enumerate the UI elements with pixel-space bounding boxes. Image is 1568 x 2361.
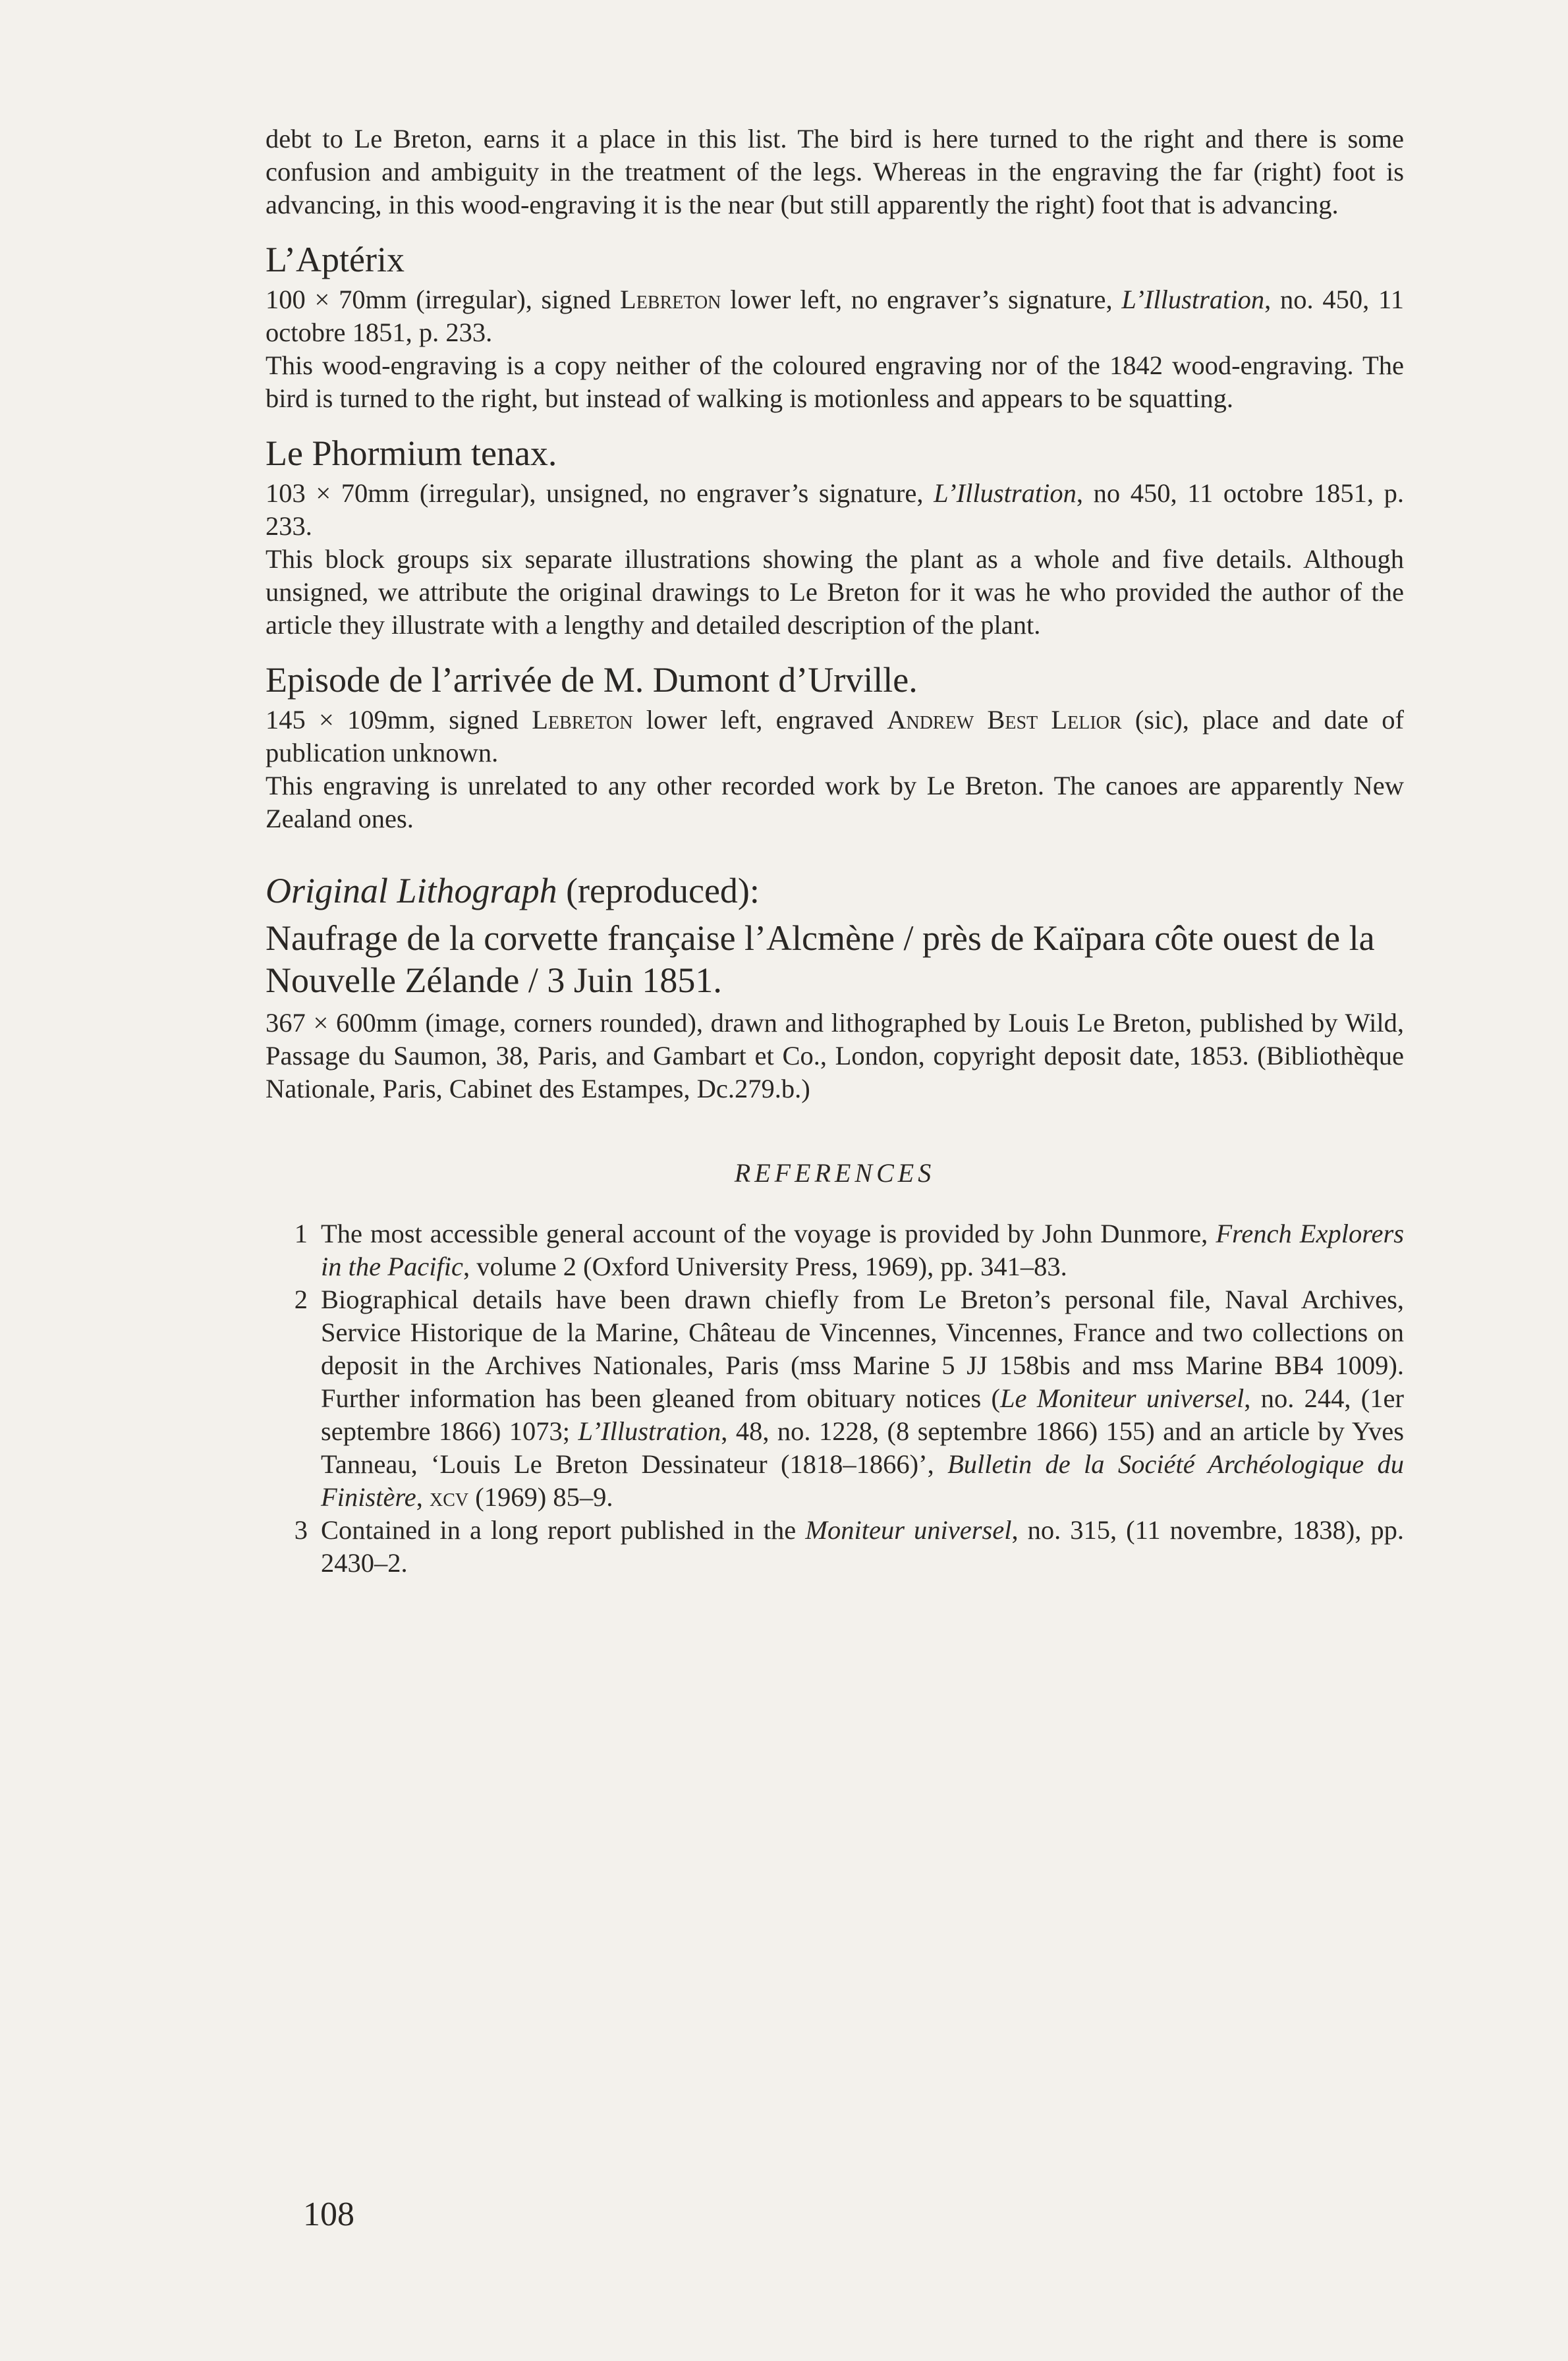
reference-text: Contained in a long report published in the Moniteur universel, no. 315, (11 novembre, 1838), pp. 2430–2. — [321, 1515, 1404, 1578]
page-number: 108 — [303, 2196, 354, 2233]
lithograph-heading: Original Lithograph (reproduced): — [266, 871, 760, 910]
entry-title-phormium: Le Phormium tenax. — [266, 433, 557, 473]
entry-description-apterix: This wood-engraving is a copy neither of the coloured engraving nor of the 1842 wood-engraving. The bird is turned to the right, but instead of walking is motionless and appears to be squatting. — [266, 350, 1404, 413]
entry-title-apterix: L’Aptérix — [266, 240, 405, 279]
lithograph-title: Naufrage de la corvette française l’Alcmène / près de Kaïpara côte ouest de la Nouvelle Zélande / 3 Juin 1851. — [266, 918, 1375, 1000]
reference-item — [266, 1514, 1404, 1580]
lithograph-description: 367 × 600mm (image, corners rounded), drawn and lithographed by Louis Le Breton, published by Wild, Passage du Saumon, 38, Paris, and Gambart et Co., London, copyright deposit date, 1853. (Bibliothèque Nationale, Paris, Cabinet des Estampes, Dc.279.b.) — [266, 1008, 1404, 1103]
publication-name: L’Illustration — [1121, 285, 1265, 314]
reference-number: 3 — [294, 1515, 308, 1545]
reference-number: 1 — [294, 1219, 308, 1248]
entry-description-episode: This engraving is unrelated to any other recorded work by Le Breton. The canoes are apparently New Zealand ones. — [266, 771, 1404, 833]
signature-name: Lebreton — [620, 285, 721, 314]
entry-meta-apterix: 100 × 70mm (irregular), signed Lebreton lower left, no engraver’s signature, L’Illustration, no. 450, 11 octobre 1851, p. 233. — [266, 285, 1404, 347]
entry-description-phormium: This block groups six separate illustrations showing the plant as a whole and five details. Although unsigned, we attribute the original drawings to Le Breton for it was he who provided the author of the article they illustrate with a lengthy and detailed description of the plant. — [266, 544, 1404, 640]
engraver-name: Andrew Best Lelior — [887, 705, 1122, 735]
page-body — [266, 123, 1404, 1580]
reference-number: 2 — [294, 1285, 308, 1314]
entry-title-episode: Episode de l’arrivée de M. Dumont d’Urville. — [266, 660, 918, 700]
intro-paragraph: debt to Le Breton, earns it a place in this list. The bird is here turned to the right and there is some confusion and ambiguity in the treatment of the legs. Whereas in the engraving the far (right) foot is advancing, in this wood-engraving it is the near (but still apparently the right) foot that is advancing. — [266, 124, 1404, 219]
reference-item — [266, 1283, 1404, 1514]
entry-meta-episode: 145 × 109mm, signed Lebreton lower left, engraved Andrew Best Lelior (sic), place and date of publication unknown. — [266, 705, 1404, 767]
references-heading: REFERENCES — [734, 1158, 936, 1188]
signature-name: Lebreton — [532, 705, 633, 735]
entry-meta-phormium: 103 × 70mm (irregular), unsigned, no engraver’s signature, L’Illustration, no 450, 11 octobre 1851, p. 233. — [266, 478, 1404, 541]
reference-item — [266, 1217, 1404, 1283]
reference-text: The most accessible general account of the voyage is provided by John Dunmore, French Explorers in the Pacific, volume 2 (Oxford University Press, 1969), pp. 341–83. — [321, 1219, 1404, 1281]
reference-text: Biographical details have been drawn chiefly from Le Breton’s personal file, Naval Archives, Service Historique de la Marine, Château de Vincennes, Vincennes, France and two collections on deposit in the Archives Nationales, Paris (mss Marine 5 JJ 158bis and mss Marine BB4 1009). Further information has been gleaned from obituary notices (Le Moniteur universel, no. 244, (1er septembre 1866) 1073; L’Illustration, 48, no. 1228, (8 septembre 1866) 155) and an article by Yves Tanneau, ‘Louis Le Breton Dessinateur (1818–1866)’, Bulletin de la Société Archéologique du Finistère, xcv (1969) 85–9. — [321, 1285, 1404, 1512]
publication-name: L’Illustration — [934, 478, 1077, 508]
